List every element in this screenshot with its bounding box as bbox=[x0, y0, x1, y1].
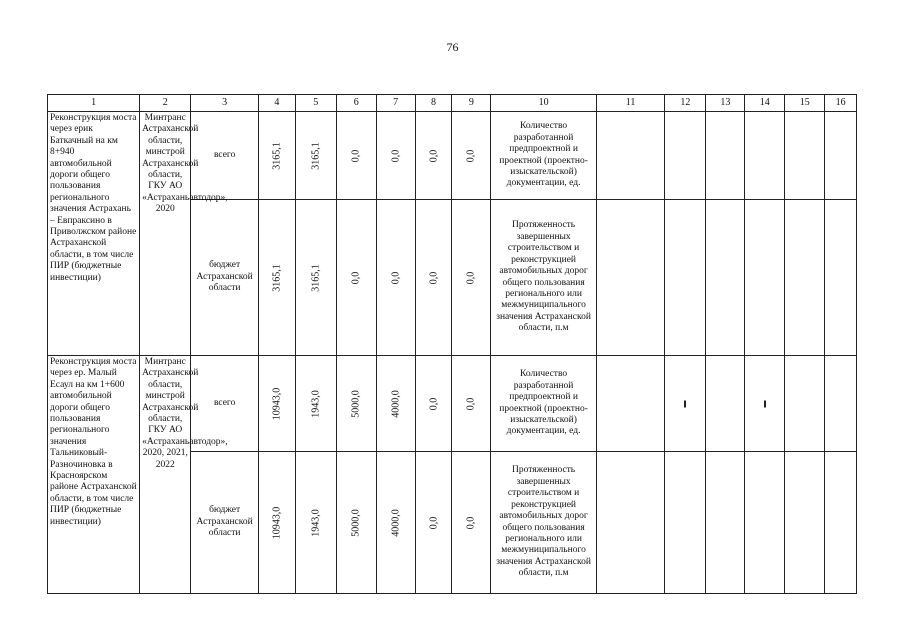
value-cell-col-15 bbox=[785, 356, 825, 452]
amount-value: 3165,1 bbox=[271, 141, 283, 170]
amount-value: 10943,0 bbox=[271, 387, 283, 420]
column-number: 7 bbox=[376, 95, 415, 112]
amount-cell bbox=[376, 112, 415, 200]
amount-value: 5000,0 bbox=[350, 389, 362, 418]
column-number: 14 bbox=[745, 95, 785, 112]
amount-cell bbox=[336, 112, 376, 200]
amount-value: 0,0 bbox=[465, 149, 477, 162]
column-number: 3 bbox=[191, 95, 259, 112]
amount-cell bbox=[258, 200, 295, 356]
amount-cell bbox=[295, 200, 336, 356]
amount-value: 0,0 bbox=[389, 149, 401, 162]
amount-cell bbox=[376, 200, 415, 356]
column-number: 4 bbox=[258, 95, 295, 112]
amount-cell bbox=[415, 452, 452, 594]
amount-cell bbox=[336, 452, 376, 594]
amount-cell bbox=[258, 112, 295, 200]
value-cell-col-14 bbox=[745, 112, 785, 200]
amount-value: 10943,0 bbox=[271, 506, 283, 539]
tick-mark bbox=[764, 400, 766, 407]
amount-value: 0,0 bbox=[427, 397, 439, 410]
value-cell-col-11 bbox=[596, 356, 665, 452]
column-number: 16 bbox=[825, 95, 857, 112]
amount-cell bbox=[258, 452, 295, 594]
value-cell-col-13 bbox=[706, 112, 745, 200]
column-number: 2 bbox=[140, 95, 191, 112]
value-cell-col-16 bbox=[825, 452, 857, 594]
amount-value: 3165,1 bbox=[271, 263, 283, 292]
indicator: Количество разработанной предпроектной и проектной (проектно-изыскательской) документации, ед. bbox=[491, 356, 596, 452]
value-cell-col-11 bbox=[596, 452, 665, 594]
amount-value: 0,0 bbox=[427, 516, 439, 529]
object-name: Реконструкция моста через ерик Баткачный на км 8+940 автомобильной дороги общего пользования регионального значения Астрахань – Евпраксино в Приволжском районе Астраханской области, в том числе ПИР (бюджетные инвестиции) bbox=[48, 112, 140, 356]
funding-source: бюджет Астраханской области bbox=[191, 452, 259, 594]
amount-value: 3165,1 bbox=[310, 263, 322, 292]
indicator: Протяженность завершенных строительством и реконструкцией автомобильных дорог общего пользования регионального или межмуниципального значения Астраханской области, п.м bbox=[491, 200, 596, 356]
amount-cell bbox=[452, 200, 491, 356]
funding-source: бюджет Астраханской области bbox=[191, 200, 259, 356]
amount-cell bbox=[415, 356, 452, 452]
amount-value: 4000,0 bbox=[389, 389, 401, 418]
amount-value: 5000,0 bbox=[350, 508, 362, 537]
table-row bbox=[48, 356, 857, 452]
value-cell-col-11 bbox=[596, 200, 665, 356]
amount-cell bbox=[415, 112, 452, 200]
column-number: 12 bbox=[665, 95, 706, 112]
amount-value: 0,0 bbox=[427, 271, 439, 284]
amount-cell bbox=[336, 356, 376, 452]
value-cell-col-15 bbox=[785, 452, 825, 594]
amount-cell bbox=[295, 112, 336, 200]
amount-cell bbox=[452, 452, 491, 594]
object-name: Реконструкция моста через ер. Малый Есаул на км 1+600 автомобильной дороги общего пользования регионального значения Тальниковый-Разночиновка в Красноярском районе Астраханской области, в том числе ПИР (бюджетные инвестиции) bbox=[48, 356, 140, 594]
amount-cell bbox=[258, 356, 295, 452]
value-cell-col-11 bbox=[596, 112, 665, 200]
program-table bbox=[47, 94, 857, 594]
funding-source: всего bbox=[191, 112, 259, 200]
amount-value: 3165,1 bbox=[310, 141, 322, 170]
funding-source: всего bbox=[191, 356, 259, 452]
column-number: 11 bbox=[596, 95, 665, 112]
value-cell-col-15 bbox=[785, 200, 825, 356]
table-row bbox=[48, 112, 857, 200]
header-row bbox=[48, 95, 857, 112]
column-number: 5 bbox=[295, 95, 336, 112]
column-number: 1 bbox=[48, 95, 140, 112]
column-number: 6 bbox=[336, 95, 376, 112]
value-cell-col-13 bbox=[706, 200, 745, 356]
value-cell-col-12 bbox=[665, 112, 706, 200]
page-number: 76 bbox=[446, 40, 459, 54]
amount-value: 0,0 bbox=[465, 271, 477, 284]
amount-value: 4000,0 bbox=[389, 508, 401, 537]
amount-value: 1943,0 bbox=[310, 389, 322, 418]
amount-value: 0,0 bbox=[427, 149, 439, 162]
value-cell-col-12 bbox=[665, 356, 706, 452]
amount-cell bbox=[295, 356, 336, 452]
value-cell-col-13 bbox=[706, 452, 745, 594]
amount-cell bbox=[376, 452, 415, 594]
amount-cell bbox=[336, 200, 376, 356]
column-number: 13 bbox=[706, 95, 745, 112]
amount-value: 0,0 bbox=[350, 149, 362, 162]
column-number: 9 bbox=[452, 95, 491, 112]
value-cell-col-12 bbox=[665, 200, 706, 356]
amount-value: 0,0 bbox=[465, 397, 477, 410]
amount-cell bbox=[295, 452, 336, 594]
value-cell-col-12 bbox=[665, 452, 706, 594]
column-number: 8 bbox=[415, 95, 452, 112]
executor: Минтранс Астраханской области, минстрой Астраханской области, ГКУ АО «Астраханьавтодор», 2020, 2021, 2022 bbox=[140, 356, 191, 594]
amount-cell bbox=[452, 356, 491, 452]
executor: Минтранс Астраханской области, минстрой Астраханской области, ГКУ АО «Астраханьавтодор», 2020 bbox=[140, 112, 191, 356]
indicator: Протяженность завершенных строительством и реконструкцией автомобильных дорог общего пользования регионального или межмуниципального значения Астраханской области, п.м bbox=[491, 452, 596, 594]
amount-cell bbox=[376, 356, 415, 452]
value-cell-col-16 bbox=[825, 200, 857, 356]
amount-value: 0,0 bbox=[465, 516, 477, 529]
amount-cell bbox=[452, 112, 491, 200]
amount-value: 1943,0 bbox=[310, 508, 322, 537]
column-number: 15 bbox=[785, 95, 825, 112]
indicator: Количество разработанной предпроектной и проектной (проектно-изыскательской) документации, ед. bbox=[491, 112, 596, 200]
value-cell-col-16 bbox=[825, 356, 857, 452]
column-number: 10 bbox=[491, 95, 596, 112]
value-cell-col-14 bbox=[745, 356, 785, 452]
value-cell-col-15 bbox=[785, 112, 825, 200]
value-cell-col-13 bbox=[706, 356, 745, 452]
amount-value: 0,0 bbox=[350, 271, 362, 284]
tick-mark bbox=[684, 400, 686, 407]
value-cell-col-14 bbox=[745, 200, 785, 356]
amount-cell bbox=[415, 200, 452, 356]
value-cell-col-16 bbox=[825, 112, 857, 200]
value-cell-col-14 bbox=[745, 452, 785, 594]
amount-value: 0,0 bbox=[389, 271, 401, 284]
